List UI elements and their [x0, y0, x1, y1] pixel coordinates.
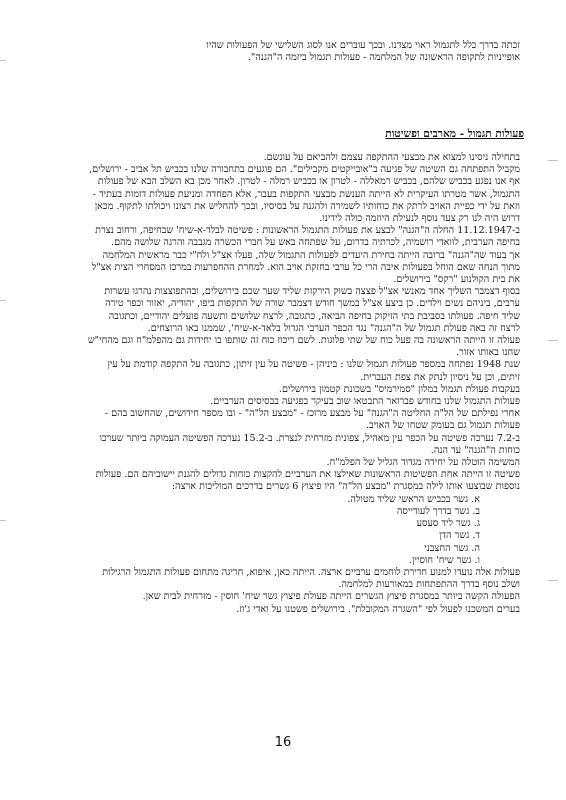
list-item: ב. גשר בדרך לעודייסה	[396, 505, 480, 517]
paragraph: ב-11.12.1947 החלה ה"הגנה" לבצע את פעולות התגמול הראשונות : פשיטה לבלד-א-שיח' שבחיפה, ורחוב נצרת בחיפה הערבית, לוואדי רושמיה, לכרתיה בדרום, על שפתחה באש על חברי הכשרה מגבבה והרגה שלושה מהם.	[95, 225, 520, 249]
scan-edge-mark	[0, 60, 6, 61]
paragraph: פעולה זו הייתה הראשונה בה פעל כוח של שתי פלוגות. לשם ריכוז כוח זה שותפו בו יחידות גם מהפלמ"ח וגם מהחי"ש שחנו באותו אזור.	[87, 335, 520, 359]
intro-line: אופייניות לתקופה הראשונה של המלחמה - פעולות תגמול ביזמה ה"הגנה".	[247, 52, 520, 64]
paragraph: הפעולה הקשה ביותר במסגרת פיצוץ הגשרים הייתה פעולת פיצוץ גשר שיח' חוסין - מזרחית לבית שאן.	[142, 591, 520, 603]
paragraph: פעולות אלה נועדו למנוע חדירת לוחמים ערביים ארצה. הייתה כאן, איפוא, חריגה מתחום פעולות התגמול הרגילות ושלב נוסף בדרך ההתפתחות במאורעות למלחמה.	[102, 566, 520, 591]
paragraph: שנת 1948 נפתחה במספר פעולות תגמול שלנו : ביניהן - פשיטה על עין זיתון, כתגובה על התקפה קודמת על עין זיתים, וכן על ניסיון לנתק את צפת העברית.	[107, 359, 520, 383]
paragraph: אחרי נפילתם של הל"ה החליטה ה"הגנה" על מבצע מרוכז - "מבצע הל"ה" - ובו מספר חידושים, שהחשוב בהם - פעולות תגמול גם בעומק שטחו של האויב.	[104, 408, 520, 432]
paragraph: מקביל התפתחה גם השיטה של פגיעה ב"אובייקטים מקבילים". הם פוגעים בתחבורה שלנו בכביש תל אביב - ירושלים, אף אנו נפגע בכביש שלהם, בכביש רמאללה - לטרון או בכביש רמלה - לטרון. לאחר מכן בא השלב הבא של פעולות התגמול, אשר מטרתו העיקרית לא הייתה הענשת מבצעי התקפות בעבר, אלא הפחדה ומניעת פעולות דומות בעתיד - וזאת על ידי כפיית האויב לרתק את כוחותיו לשמירה ולהגנה על בסיסיו, ובכך להחליש את רצונו ויכולתו לתקוף. מכאן דרוש היה לנו רק צעד נוסף לנעילת היוזמה כולה לידינו.	[89, 164, 520, 225]
scan-edge-mark	[0, 300, 6, 301]
paragraph: אך בעוד שה"הגנה" ברובה הייתה בחירת היעדים לפעולות התגמול שלה, פעלו אצ"ל ולח"י כבר מראשית המלחמה מתוך הנחה שאם הוחל בפעולות איבה הרי כל ערבי בחזקת אויב הוא. למחרת ההחפרעות במרכז המסחרי הצית אצ"ל את בית הקולנוע "רקס" בירושלים.	[91, 249, 520, 286]
list-item: א. גשר בכביש הראשי שליד מטולה.	[347, 493, 480, 505]
paragraph: פעולות התגמול שלנו בחודש פברואר התבטאו שוב בעיקר בפגיעה בבסיסים הערביים.	[210, 396, 520, 408]
scan-edge-mark	[548, 340, 558, 341]
paragraph: בערים המשכנו לפעול לפי "השגרה המקובלת". בירושלים פשטנו על ואדי ג'וז.	[236, 603, 520, 615]
paragraph: ב-7.2 נערכה פשיטה על הכפר עין מאהיל, צפונית מזרחית לנצרת. ב-15.2 נערכה הפשיטה העמוקה ביותר שערכו כוחות ה"הגנה" עד הנה.	[99, 432, 520, 456]
paragraph: פשיטה זו הייתה אחת הפשיטות הראשונות שאילצו את הערביים להקצות כוחות גדולים להגנת יישוביהם הם. פעולות נוספות שבוצעו אותו לילה במסגרת "מבצע הל"ה" היו פיצוץ 6 גשרים בדרכים המוליכות ארצה:	[95, 469, 520, 493]
intro-line: זכתה בדרך כלל לתגמול ראוי מצדנו. ובכך עוברים אנו לסוג השלישי של הפעולות שהיו	[206, 40, 520, 51]
scan-edge-mark	[548, 160, 558, 161]
paragraph: בעקבות פעולת תגמול במלון "סמירמיס" בשכונת קטמון בירושלים.	[278, 383, 520, 395]
section-heading: פעולות תגמול - מארבים ופשיטות	[385, 128, 524, 140]
scan-edge-mark	[548, 580, 558, 581]
list-item: ד. גשר הדן	[438, 530, 480, 542]
paragraph: המשימה הוטלה על יחידה מגדוד הגליל של הפלמ"ח.	[326, 457, 520, 469]
intro-text	[86, 40, 520, 64]
page-number: 16	[274, 735, 292, 750]
list-item: ה. גשר החצבני	[424, 542, 480, 554]
paragraph: בסוף דצמבר השליך אחד מאנשי אצ"ל פצצה בשוק הירקות שליד שער שכם בירושלים, ובהתפוצצות נהרגו עשרות ערבים, ביניהם נשים וילדים. כן ביצע אצ"ל במשך חודש דצמבר שורה של התקפות ביפו, יהודיה, יאזור וכפר טירה שליד חיפה. פעולתו בסביבת בתי הזיקוק בחיפה הביאה, כתגובה, לרצח שלושים ותשעה פועלים יהודיים, וכתגובה לרצח זה באה פעולת תגמול של ה"הגנה" נגד הכפר הערבי הגדול בלאד-א-שיח', שממנו באו הרוצחים.	[104, 286, 520, 334]
scan-edge-mark	[0, 520, 6, 521]
list-item: ג. גשר ליד סעסע	[416, 518, 480, 530]
list-item: ו. גשר שיח' חוסיין.	[408, 554, 480, 566]
bridge-list	[86, 494, 520, 567]
body-text	[86, 152, 520, 616]
paragraph: בתחילה ניסינו למצוא את מבצעי ההתקפה עצמם ולהביאם על עונשם.	[263, 152, 520, 163]
